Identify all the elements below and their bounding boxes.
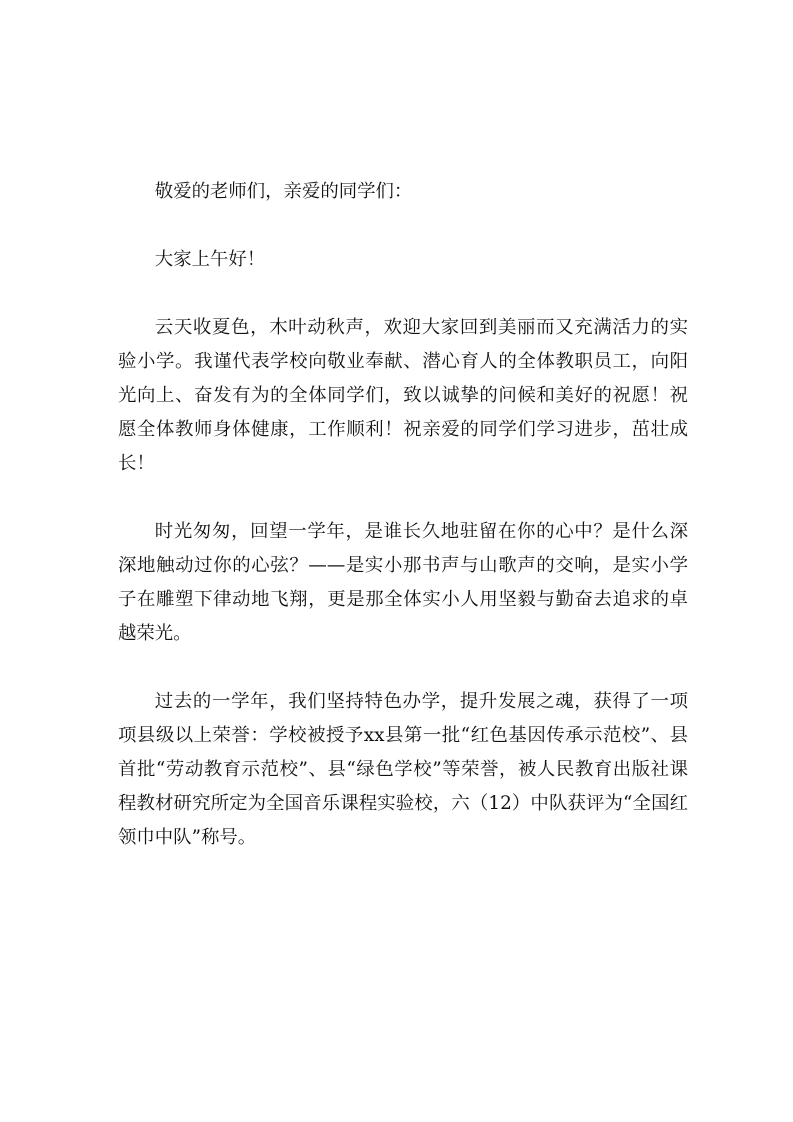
achievements-paragraph: 过去的一学年，我们坚持特色办学，提升发展之魂，获得了一项项县级以上荣誉：学校被授予xx县第一批“红色基因传承示范校”、县首批“劳动教育示范校”、县“绿色学校”等荣誉，被人民教育出版社课程教材研究所定为全国音乐课程实验校，六（12）中队获评为“全国红领巾中队”称号。 bbox=[118, 691, 688, 848]
welcome-paragraph: 云天收夏色，木叶动秋声，欢迎大家回到美丽而又充满活力的实验小学。我谨代表学校向敬业奉献、潜心育人的全体教职员工，向阳光向上、奋发有为的全体同学们，致以诚挚的问候和美好的祝愿！祝愿全体教师身体健康，工作顺利！祝亲爱的同学们学习进步，茁壮成长！ bbox=[118, 317, 688, 474]
greeting-paragraph: 敬爱的老师们，亲爱的同学们： bbox=[154, 181, 413, 202]
reflection-paragraph: 时光匆匆，回望一学年，是谁长久地驻留在你的心中？是什么深深地触动过你的心弦？——是实小那书声与山歌声的交响，是实小学子在雕塑下律动地飞翔，更是那全体实小人用坚毅与勤奋去追求的卓越荣光。 bbox=[118, 521, 688, 644]
document-body bbox=[118, 175, 688, 889]
salutation-paragraph: 大家上午好！ bbox=[154, 249, 266, 270]
